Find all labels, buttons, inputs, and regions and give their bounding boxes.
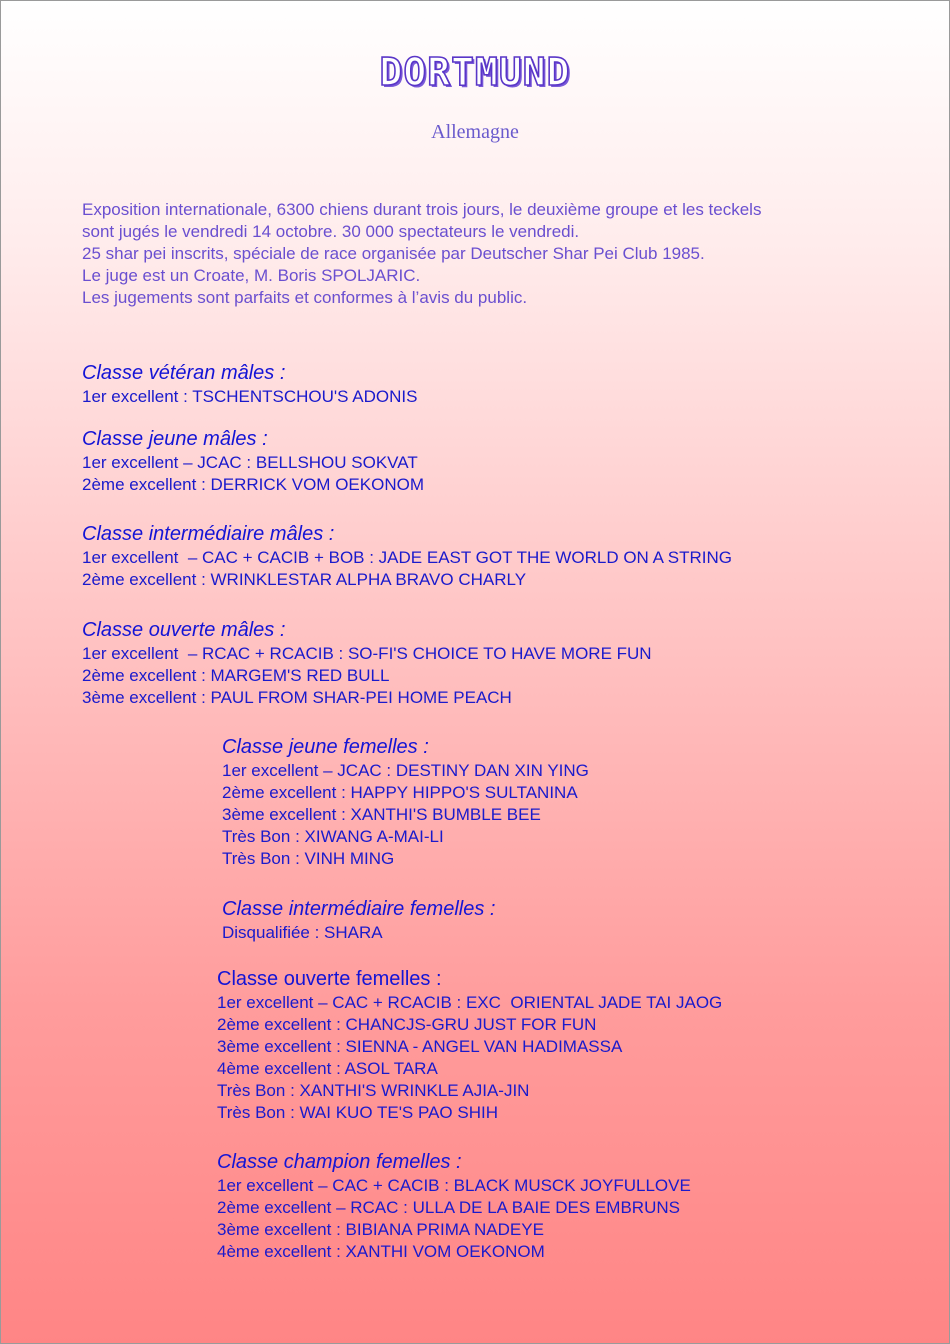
result-entry: 1er excellent – JCAC : DESTINY DAN XIN YING (222, 761, 589, 780)
section-title: Classe champion femelles : (217, 1151, 462, 1173)
result-entry: 1er excellent – CAC + CACIB : BLACK MUSCK JOYFULLOVE (217, 1176, 691, 1195)
section-title: Classe intermédiaire mâles : (82, 523, 335, 545)
intro-line: sont jugés le vendredi 14 octobre. 30 000 spectateurs le vendredi. (82, 222, 580, 241)
result-entry: 4ème excellent : ASOL TARA (217, 1059, 438, 1078)
result-entry: Très Bon : WAI KUO TE'S PAO SHIH (217, 1103, 498, 1122)
result-entry: 2ème excellent : WRINKLESTAR ALPHA BRAVO CHARLY (82, 570, 527, 589)
section-young-females (222, 734, 950, 870)
result-entry: 2ème excellent : HAPPY HIPPO'S SULTANINA (222, 783, 578, 802)
intro-line: Les jugements sont parfaits et conformes à l’avis du public. (82, 288, 528, 307)
section-champion-females (217, 1149, 950, 1263)
result-entry: 1er excellent : TSCHENTSCHOU'S ADONIS (82, 387, 418, 406)
section-open-females (217, 966, 950, 1124)
result-entry: 3ème excellent : SIENNA - ANGEL VAN HADIMASSA (217, 1037, 623, 1056)
result-entry: 3ème excellent : BIBIANA PRIMA NADEYE (217, 1220, 544, 1239)
section-open-males (82, 617, 842, 709)
section-title: Classe jeune femelles : (222, 736, 429, 758)
result-entry: 3ème excellent : XANTHI'S BUMBLE BEE (222, 805, 541, 824)
intro-line: Exposition internationale, 6300 chiens durant trois jours, le deuxième groupe et les teckels (82, 200, 762, 219)
section-veteran-males (82, 360, 842, 408)
section-title: Classe intermédiaire femelles : (222, 898, 496, 920)
page-title: DORTMUND (379, 50, 571, 94)
result-entry: 1er excellent – CAC + RCACIB : EXC ORIENTAL JADE TAI JAOG (217, 993, 723, 1012)
result-entry: 1er excellent – CAC + CACIB + BOB : JADE EAST GOT THE WORLD ON A STRING (82, 548, 732, 567)
section-title: Classe ouverte mâles : (82, 619, 286, 641)
result-entry: Très Bon : XANTHI'S WRINKLE AJIA-JIN (217, 1081, 530, 1100)
section-intermediate-females (222, 896, 950, 944)
section-young-males (82, 426, 842, 496)
result-entry: 2ème excellent : MARGEM'S RED BULL (82, 666, 390, 685)
result-entry: Très Bon : VINH MING (222, 849, 395, 868)
intro-line: 25 shar pei inscrits, spéciale de race organisée par Deutscher Shar Pei Club 1985. (82, 244, 705, 263)
result-entry: Très Bon : XIWANG A-MAI-LI (222, 827, 444, 846)
result-entry: Disqualifiée : SHARA (222, 923, 383, 942)
intro-line: Le juge est un Croate, M. Boris SPOLJARIC. (82, 266, 421, 285)
section-title: Classe vétéran mâles : (82, 362, 286, 384)
result-entry: 2ème excellent : CHANCJS-GRU JUST FOR FUN (217, 1015, 597, 1034)
page-subtitle: Allemagne (431, 121, 519, 143)
result-entry: 1er excellent – JCAC : BELLSHOU SOKVAT (82, 453, 418, 472)
section-intermediate-males (82, 521, 842, 591)
result-entry: 2ème excellent – RCAC : ULLA DE LA BAIE DES EMBRUNS (217, 1198, 680, 1217)
result-entry: 2ème excellent : DERRICK VOM OEKONOM (82, 475, 424, 494)
section-title: Classe ouverte femelles : (217, 968, 442, 990)
result-entry: 4ème excellent : XANTHI VOM OEKONOM (217, 1242, 545, 1261)
section-title: Classe jeune mâles : (82, 428, 268, 450)
intro-paragraph (82, 199, 922, 309)
result-entry: 1er excellent – RCAC + RCACIB : SO-FI'S CHOICE TO HAVE MORE FUN (82, 644, 652, 663)
result-entry: 3ème excellent : PAUL FROM SHAR-PEI HOME PEACH (82, 688, 512, 707)
